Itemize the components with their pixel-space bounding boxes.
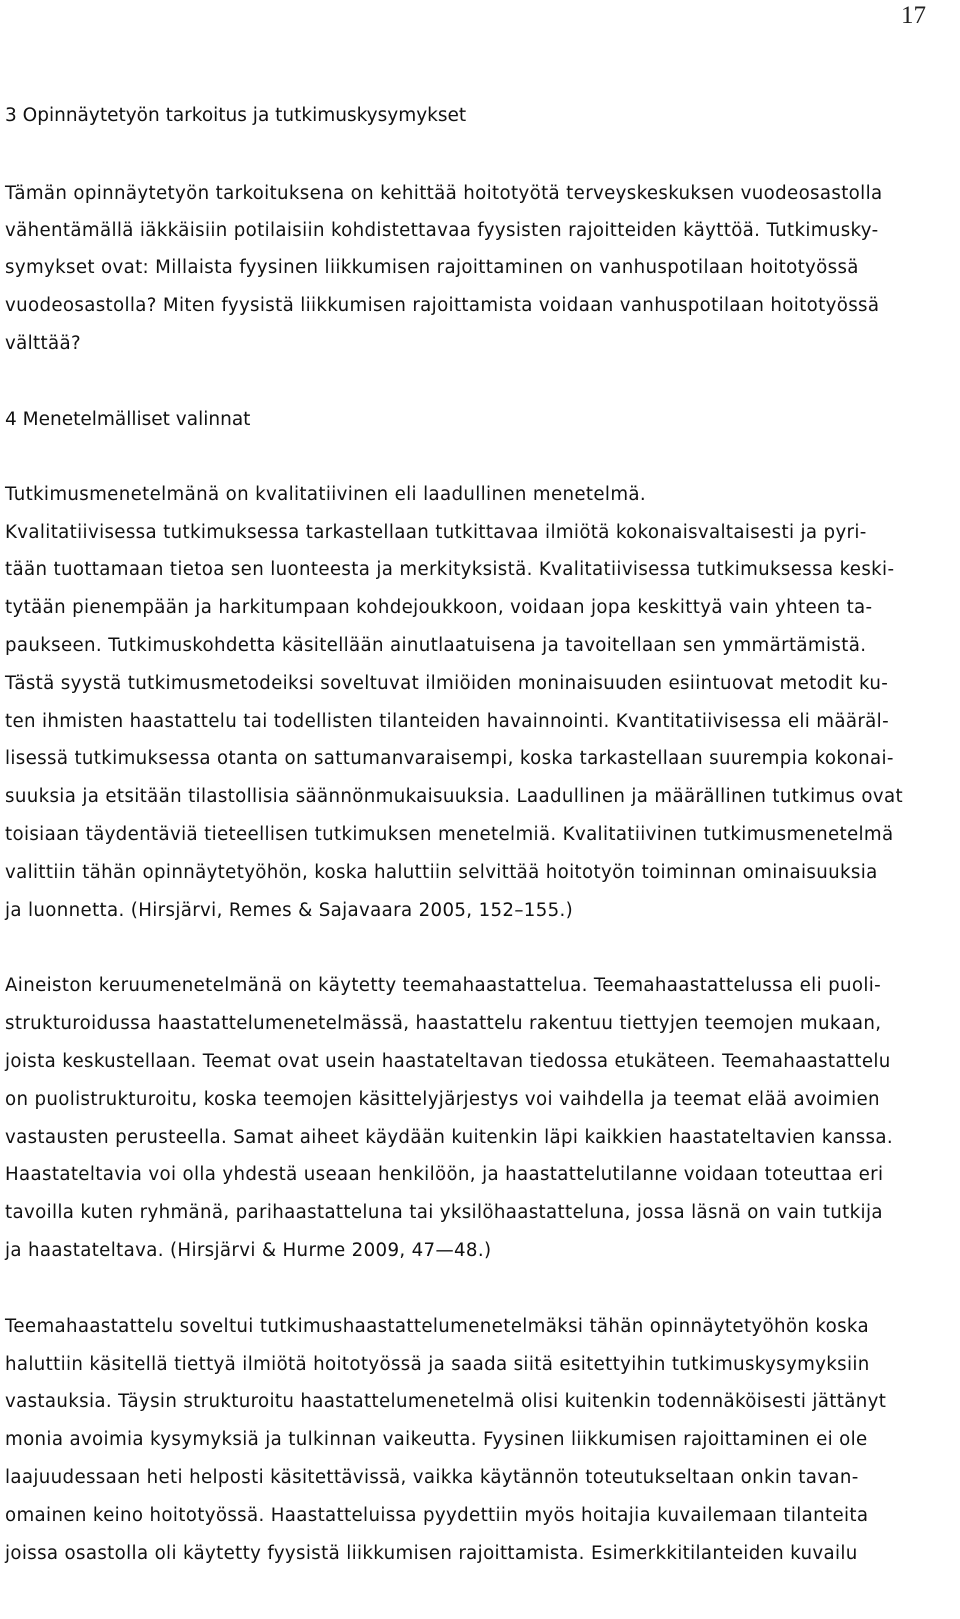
text-line: paukseen. Tutkimuskohdetta käsitellään ainutlaatuisena ja tavoitellaan sen ymmärtämistä. [5,635,867,656]
text-line: tään tuottamaan tietoa sen luonteesta ja merkityksistä. Kvalitatiivisessa tutkimuksessa keski- [5,559,895,580]
text-line: omainen keino hoitotyössä. Haastatteluissa pyydettiin myös hoitajia kuvailemaan tilanteita [5,1505,869,1526]
text-line: joissa osastolla oli käytetty fyysistä liikkumisen rajoittamista. Esimerkkitilanteiden kuvailu [5,1543,858,1564]
text-line: haluttiin käsitellä tiettyä ilmiötä hoitotyössä ja saada siitä esitettyihin tutkimuskysymyksiin [5,1354,870,1375]
text-line: suuksia ja etsitään tilastollisia säännönmukaisuuksia. Laadullinen ja määrällinen tutkimus ovat [5,786,903,807]
text-line: tytään pienempään ja harkitumpaan kohdejoukkoon, voidaan jopa keskittyä vain yhteen ta- [5,597,873,618]
text-line: strukturoidussa haastattelumenetelmässä, haastattelu rakentuu tiettyjen teemojen mukaan, [5,1013,882,1034]
text-line: Aineiston keruumenetelmänä on käytetty teemahaastattelua. Teemahaastattelussa eli puoli- [5,975,882,996]
section-heading-3: 3 Opinnäytetyön tarkoitus ja tutkimuskysymykset [5,105,467,126]
text-line: vuodeosastolla? Miten fyysistä liikkumisen rajoittamista voidaan vanhuspotilaan hoitotyössä [5,295,880,316]
text-line: vähentämällä iäkkäisiin potilaisiin kohdistettavaa fyysisten rajoitteiden käyttöä. Tutkimusky- [5,220,879,241]
text-line: joista keskustellaan. Teemat ovat usein haastateltavan tiedossa etukäteen. Teemahaastattelu [5,1051,891,1072]
text-line: ten ihmisten haastattelu tai todellisten tilanteiden havainnointi. Kvantitatiivisessa eli määräl- [5,711,889,732]
section-heading-4: 4 Menetelmälliset valinnat [5,409,251,430]
text-line: Teemahaastattelu soveltui tutkimushaastattelumenetelmäksi tähän opinnäytetyöhön koska [5,1316,869,1337]
text-line: lisessä tutkimuksessa otanta on sattumanvaraisempi, koska tarkastellaan suurempia kokonai- [5,748,894,769]
text-line: vastausten perusteella. Samat aiheet käydään kuitenkin läpi kaikkien haastateltavien kanssa. [5,1127,893,1148]
text-line: vastauksia. Täysin strukturoitu haastattelumenetelmä olisi kuitenkin todennäköisesti jättänyt [5,1391,887,1412]
text-line: Haastateltavia voi olla yhdestä useaan henkilöön, ja haastattelutilanne voidaan toteuttaa eri [5,1164,884,1185]
text-line: välttää? [5,333,81,354]
text-line: Tutkimusmenetelmänä on kvalitatiivinen eli laadullinen menetelmä. [5,484,647,505]
text-line: Tästä syystä tutkimusmetodeiksi soveltuvat ilmiöiden moninaisuuden esiintuovat metodit ku- [5,673,889,694]
text-line: toisiaan täydentäviä tieteellisen tutkimuksen menetelmiä. Kvalitatiivinen tutkimusmenetelmä [5,824,894,845]
text-line: valittiin tähän opinnäytetyöhön, koska haluttiin selvittää hoitotyön toiminnan ominaisuuksia [5,862,878,883]
text-line: ja luonnetta. (Hirsjärvi, Remes & Sajavaara 2005, 152–155.) [5,900,574,921]
text-line: ja haastateltava. (Hirsjärvi & Hurme 2009, 47—48.) [5,1240,492,1261]
text-line: on puolistrukturoitu, koska teemojen käsittelyjärjestys voi vaihdella ja teemat elää avoimien [5,1089,880,1110]
page-number: 17 [901,2,926,29]
text-line: monia avoimia kysymyksiä ja tulkinnan vaikeutta. Fyysinen liikkumisen rajoittaminen ei ole [5,1429,868,1450]
text-line: tavoilla kuten ryhmänä, parihaastatteluna tai yksilöhaastatteluna, jossa läsnä on vain tutkija [5,1202,883,1223]
text-line: symykset ovat: Millaista fyysinen liikkumisen rajoittaminen on vanhuspotilaan hoitotyössä [5,257,859,278]
text-line: Tämän opinnäytetyön tarkoituksena on kehittää hoitotyötä terveyskeskuksen vuodeosastolla [5,183,883,204]
text-line: laajuudessaan heti helposti käsitettävissä, vaikka käytännön toteutukseltaan onkin tavan- [5,1467,859,1488]
text-line: Kvalitatiivisessa tutkimuksessa tarkastellaan tutkittavaa ilmiötä kokonaisvaltaisesti ja pyri- [5,522,867,543]
